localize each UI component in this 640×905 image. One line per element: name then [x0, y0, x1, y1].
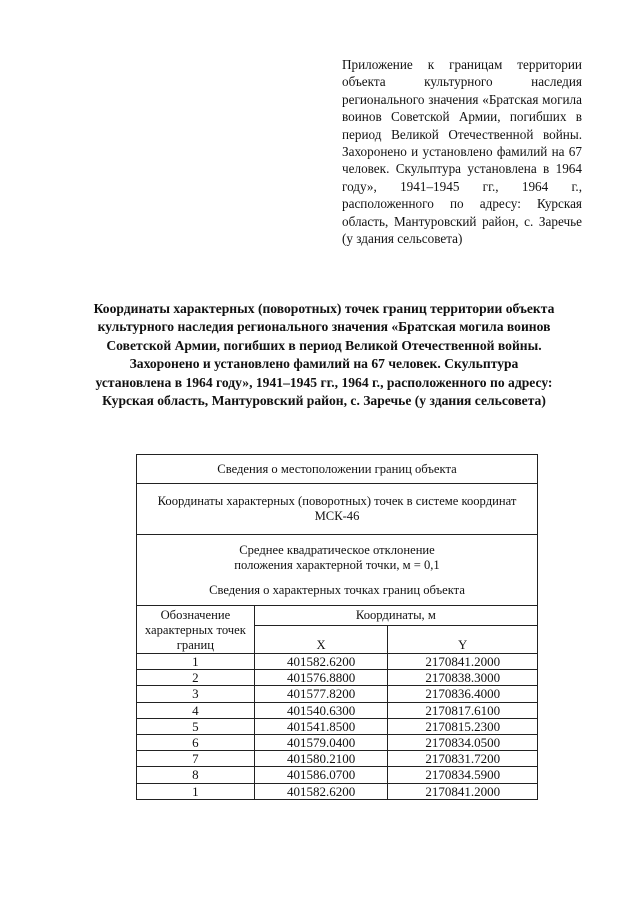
- points-header: Сведения о характерных точках границ объекта: [209, 582, 465, 597]
- deviation-cell: [137, 535, 538, 606]
- table-row: [137, 686, 538, 702]
- y-value: 2170841.2000: [388, 783, 538, 799]
- coordinates-table: [136, 454, 538, 800]
- x-value: 401540.6300: [254, 702, 388, 718]
- x-value: 401580.2100: [254, 751, 388, 767]
- y-value: 2170815.2300: [388, 718, 538, 734]
- x-value: 401582.6200: [254, 654, 388, 670]
- x-value: 401541.8500: [254, 718, 388, 734]
- table-row: [137, 718, 538, 734]
- designation-column-header: Обозначение характерных точек границ: [137, 606, 255, 654]
- y-value: 2170834.0500: [388, 734, 538, 750]
- point-number: 8: [137, 767, 255, 783]
- y-value: 2170817.6100: [388, 702, 538, 718]
- point-number: 1: [137, 783, 255, 799]
- deviation-line-2: положения характерной точки, м = 0,1: [234, 557, 440, 572]
- table-row: [137, 670, 538, 686]
- coordinates-column-header: Координаты, м: [254, 606, 537, 626]
- x-value: 401582.6200: [254, 783, 388, 799]
- point-number: 5: [137, 718, 255, 734]
- x-value: 401576.8800: [254, 670, 388, 686]
- y-value: 2170834.5900: [388, 767, 538, 783]
- point-number: 1: [137, 654, 255, 670]
- table-row: [137, 702, 538, 718]
- y-value: 2170831.7200: [388, 751, 538, 767]
- y-value: 2170836.4000: [388, 686, 538, 702]
- table-row: [137, 751, 538, 767]
- document-heading: Координаты характерных (поворотных) точек границ территории объекта культурного наследия регионального значения «Братская могила воинов Советской Армии, погибших в период Великой Отечественной войны. Захоронено и установлено фамилий на 67 человек. Скульптура установлена в 1964 году», 1941–1945 гг., 1964 г., расположенного по адресу: Курская область, Мантуровский район, с. Заречье (у здания сельсовета): [93, 301, 555, 409]
- coord-system-cell: Координаты характерных (поворотных) точек в системе координат МСК-46: [137, 484, 538, 535]
- x-value: 401577.8200: [254, 686, 388, 702]
- point-number: 3: [137, 686, 255, 702]
- y-column-header: Y: [388, 625, 538, 653]
- appendix-note: Приложение к границам территории объекта культурного наследия регионального значения «Братская могила воинов Советской Армии, погибших в период Великой Отечественной войны. Захоронено и установлено фамилий на 67 человек. Скульптура установлена в 1964 году», 1941–1945 гг., 1964 г., расположенного по адресу: Курская область, Мантуровский район, с. Заречье (у здания сельсовета): [342, 57, 582, 247]
- point-number: 6: [137, 734, 255, 750]
- table-row: [137, 654, 538, 670]
- x-value: 401586.0700: [254, 767, 388, 783]
- point-number: 2: [137, 670, 255, 686]
- table-row: [137, 783, 538, 799]
- point-number: 4: [137, 702, 255, 718]
- table-row: [137, 734, 538, 750]
- x-column-header: X: [254, 625, 388, 653]
- deviation-line-1: Среднее квадратическое отклонение: [239, 542, 435, 557]
- table-row: [137, 767, 538, 783]
- y-value: 2170841.2000: [388, 654, 538, 670]
- x-value: 401579.0400: [254, 734, 388, 750]
- point-number: 7: [137, 751, 255, 767]
- y-value: 2170838.3000: [388, 670, 538, 686]
- location-header: Сведения о местоположении границ объекта: [137, 455, 538, 484]
